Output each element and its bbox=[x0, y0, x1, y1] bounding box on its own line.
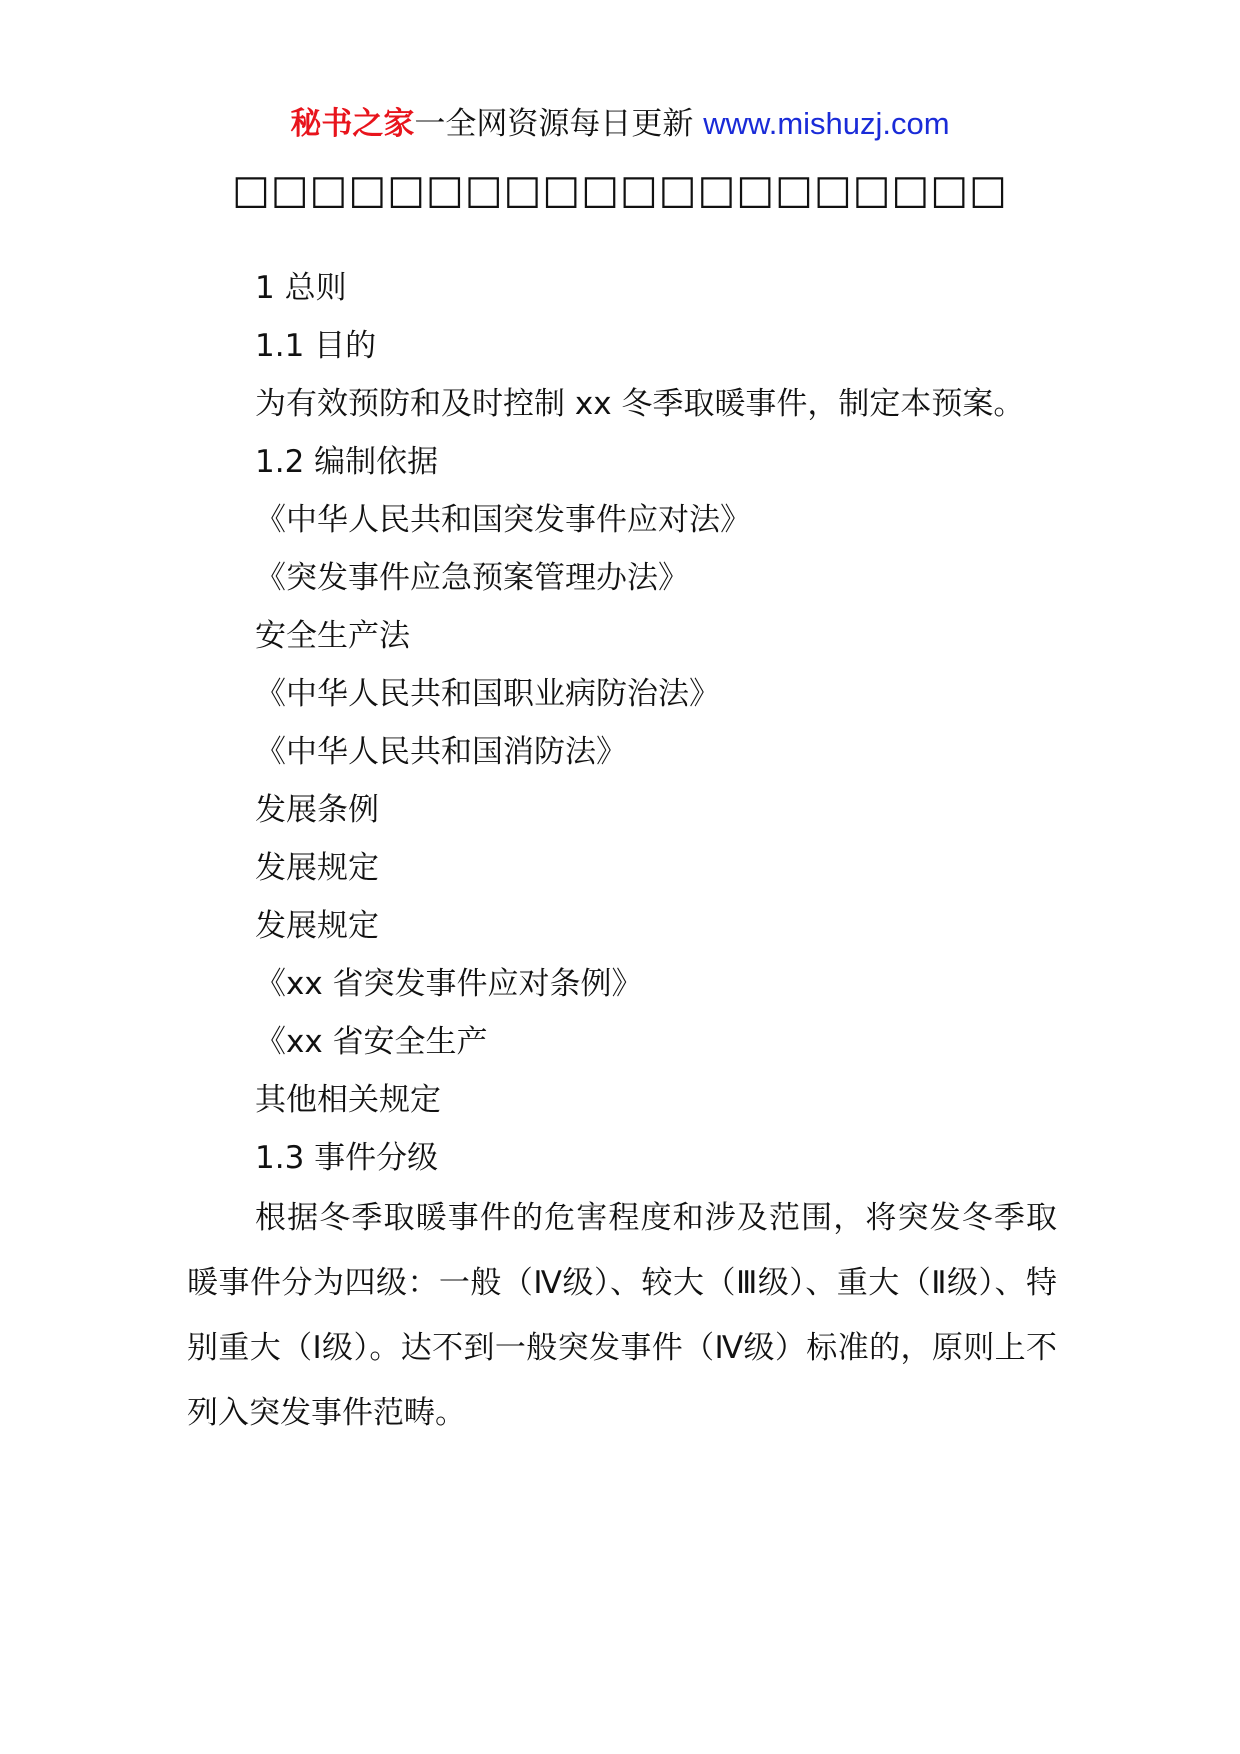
reference-line: 《中华人民共和国突发事件应对法》 bbox=[255, 502, 751, 538]
document-title: □□□□□□□□□□□□□□□□□□□□ bbox=[232, 167, 1008, 213]
site-url-link[interactable]: www.mishuzj.com bbox=[703, 106, 950, 141]
reference-line: 《xx 省安全生产 bbox=[255, 1024, 488, 1060]
subsection-heading: 1.1 目的 bbox=[255, 328, 377, 364]
reference-line: 发展规定 bbox=[255, 908, 379, 944]
reference-line: 《中华人民共和国职业病防治法》 bbox=[255, 676, 720, 712]
body-line: 为有效预防和及时控制 xx 冬季取暖事件，制定本预案。 bbox=[255, 386, 1025, 422]
header-tagline: 一全网资源每日更新 bbox=[414, 106, 694, 142]
brand-name: 秘书之家 bbox=[290, 106, 415, 142]
reference-line: 《突发事件应急预案管理办法》 bbox=[255, 560, 689, 596]
reference-line: 发展条例 bbox=[255, 792, 379, 828]
section-heading: 1 总则 bbox=[255, 270, 347, 306]
reference-line: 其他相关规定 bbox=[255, 1082, 441, 1118]
reference-line: 《xx 省突发事件应对条例》 bbox=[255, 966, 643, 1002]
subsection-heading: 1.2 编制依据 bbox=[255, 444, 439, 480]
reference-line: 发展规定 bbox=[255, 850, 379, 886]
reference-line: 《中华人民共和国消防法》 bbox=[255, 734, 627, 770]
subsection-heading: 1.3 事件分级 bbox=[255, 1140, 439, 1176]
body-paragraph: 根据冬季取暖事件的危害程度和涉及范围，将突发冬季取暖事件分为四级：一般（Ⅳ级）、较大（Ⅲ级）、重大（Ⅱ级）、特别重大（Ⅰ级）。达不到一般突发事件（Ⅳ级）标准的，原则上不列入突发事件范畴。 bbox=[187, 1200, 1057, 1431]
reference-line: 安全生产法 bbox=[255, 618, 410, 654]
site-header bbox=[0, 104, 1240, 144]
